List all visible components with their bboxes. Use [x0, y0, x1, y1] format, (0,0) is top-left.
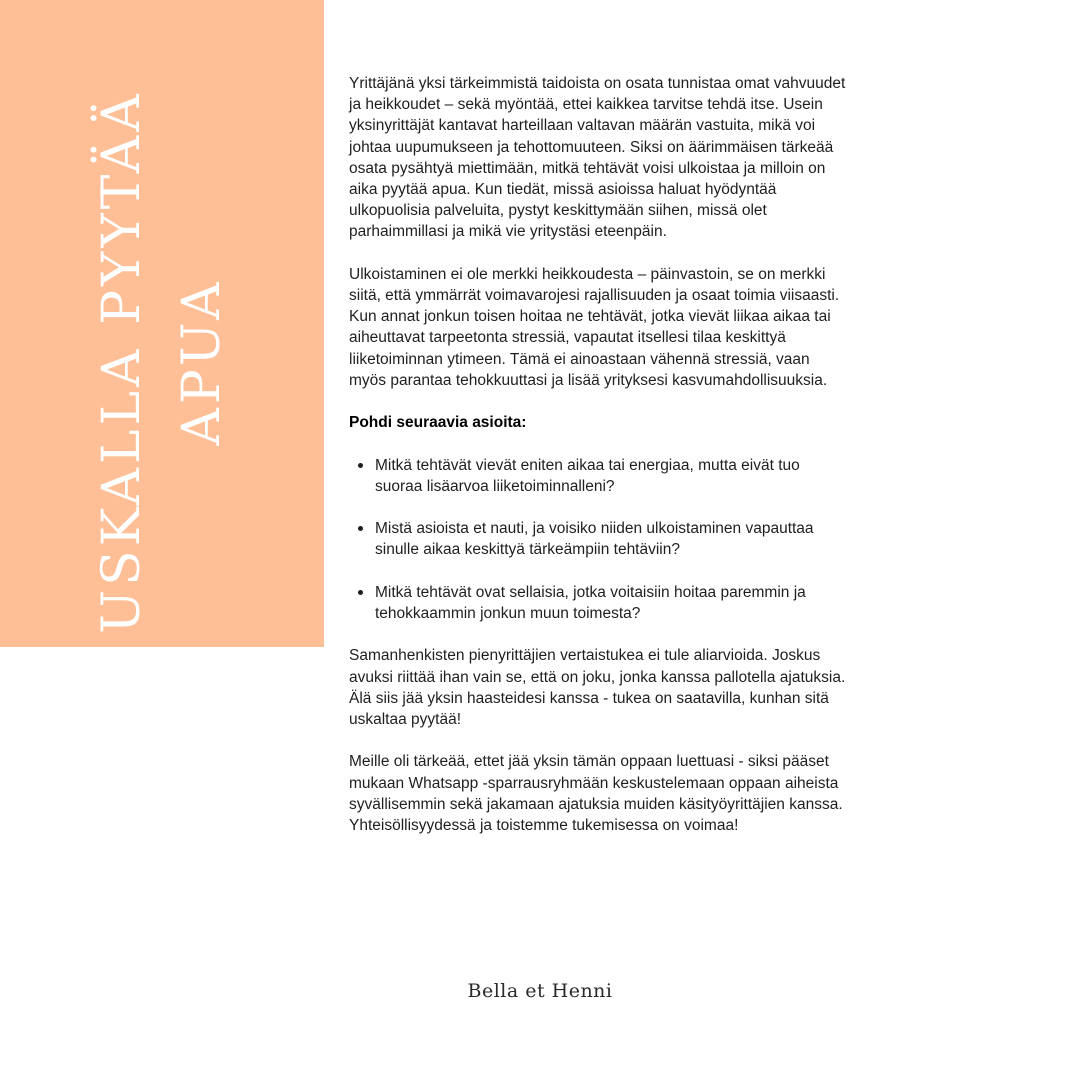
outsourcing-paragraph: Ulkoistaminen ei ole merkki heikkoudesta – päinvastoin, se on merkki siitä, että ymmärrät voimavarojesi rajallisuuden ja osaat toimia viisaasti. Kun annat jonkun toisen hoitaa ne tehtävät, jotka vievät liikaa aikaa tai aiheuttavat tarpeetonta stressiä, vapautat itsellesi tilaa keskittyä liiketoiminnan ytimeen. Tämä ei ainoastaan vähennä stressiä, vaan myös parantaa tehokkuuttasi ja lisää yrityksesi kasvumahdollisuuksia.	[349, 265, 840, 389]
article-body	[349, 73, 849, 857]
bullet-dot-icon	[358, 526, 363, 531]
page-title-line-1: USKALLA PYYTÄÄ	[92, 90, 152, 634]
reflect-questions-list	[349, 455, 849, 625]
peer-support-paragraph: Samanhenkisten pienyrittäjien vertaistukea ei tule aliarvioida. Joskus avuksi riittää ihan vain se, että on joku, jonka kanssa pallotella ajatuksia. Älä siis jää yksin haasteidesi kanssa - tukea on saatavilla, kunhan sitä uskaltaa pyytää!	[349, 647, 846, 728]
page-title	[82, 90, 242, 633]
list-item	[349, 518, 849, 560]
brand-logo: Bella et Henni	[467, 980, 613, 1002]
list-item-text: Mistä asioista et nauti, ja voisiko niiden ulkoistaminen vapauttaa sinulle aikaa keskittyä tärkeämpiin tehtäviin?	[375, 520, 814, 559]
side-panel	[0, 0, 324, 647]
list-item-text: Mitkä tehtävät ovat sellaisia, jotka voitaisiin hoitaa paremmin ja tehokkaammin jonkun muun toimesta?	[375, 583, 806, 622]
community-paragraph: Meille oli tärkeää, ettet jää yksin tämän oppaan luettuasi - siksi pääset mukaan Whatsapp -sparrausryhmään keskustelemaan oppaan aiheista syvällisemmin sekä jakamaan ajatuksia muiden käsityöyrittäjien kanssa. Yhteisöllisyydessä ja toistemme tukemisessa on voimaa!	[349, 753, 843, 834]
reflect-heading: Pohdi seuraavia asioita:	[349, 414, 527, 432]
list-item	[349, 455, 849, 497]
page-title-line-2: APUA	[172, 278, 232, 446]
intro-paragraph: Yrittäjänä yksi tärkeimmistä taidoista on osata tunnistaa omat vahvuudet ja heikkoudet – sekä myöntää, ettei kaikkea tarvitse tehdä itse. Usein yksinyrittäjät kantavat harteillaan valtavan määrän vastuita, mikä voi johtaa uupumukseen ja tehottomuuteen. Siksi on äärimmäisen tärkeää osata pysähtyä miettimään, mitkä tehtävät voisi ulkoistaa ja milloin on aika pyytää apua. Kun tiedät, missä asioissa haluat hyödyntää ulkopuolisia palveluita, pystyt keskittymään siihen, missä olet parhaimmillasi ja mikä vie yritystäsi eteenpäin.	[349, 75, 846, 241]
list-item-text: Mitkä tehtävät vievät eniten aikaa tai energiaa, mutta eivät tuo suoraa lisäarvoa liiketoiminnalleni?	[375, 456, 800, 495]
bullet-dot-icon	[358, 590, 363, 595]
list-item	[349, 582, 849, 624]
bullet-dot-icon	[358, 463, 363, 468]
